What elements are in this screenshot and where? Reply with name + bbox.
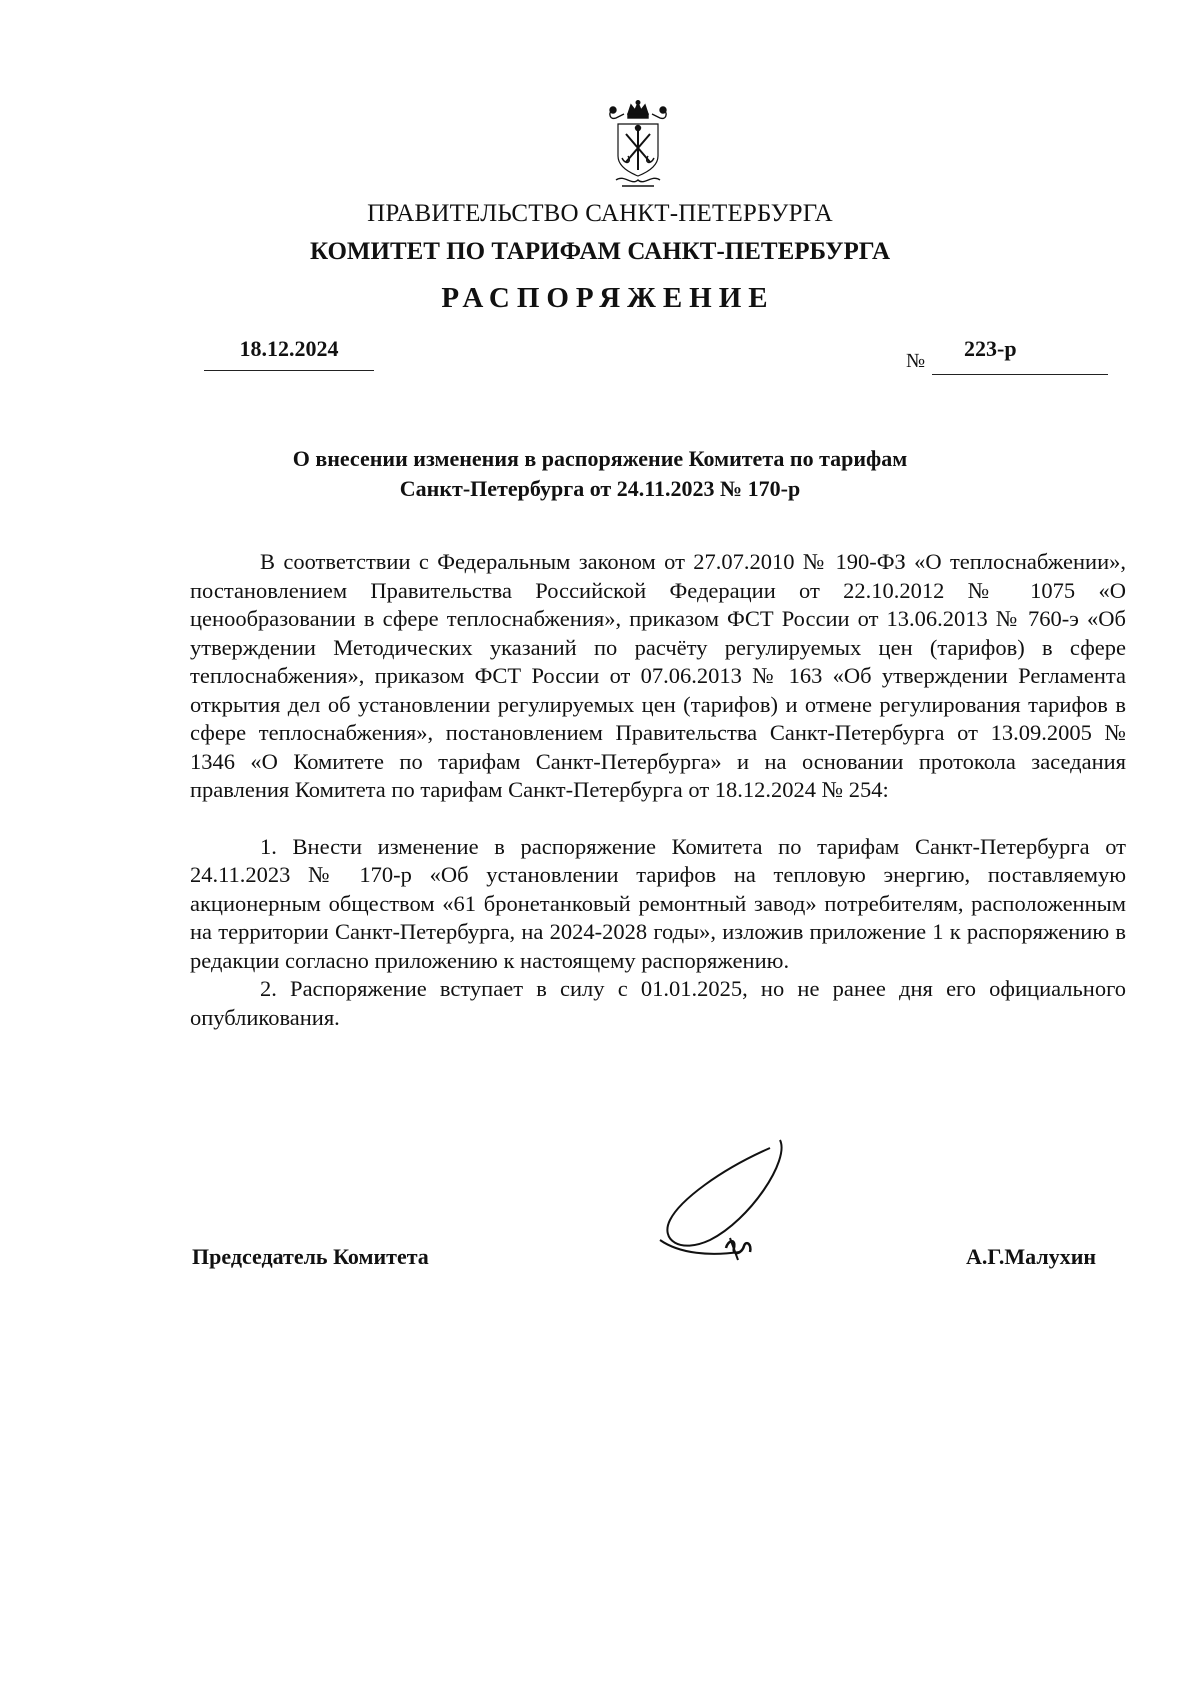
handwritten-signature — [640, 1120, 800, 1280]
committee-name: КОМИТЕТ ПО ТАРИФАМ САНКТ-ПЕТЕРБУРГА — [309, 238, 891, 265]
signatory-position: Председатель Комитета — [192, 1244, 429, 1269]
order-item-1: 1. Внести изменение в распоряжение Комитета по тарифам Санкт-Петербурга от 24.11.2023 № 170-р «Об установлении тарифов на тепловую энергию, поставляемую акционерным обществом «61 бронетанковый ремонтный завод» потребителям, расположенным на территории Санкт-Петербурга, на 2024-2028 годы», изложив приложение 1 к распоряжению в редакции согласно приложению к настоящему распоряжению. — [190, 833, 1126, 973]
number-underline — [932, 374, 1108, 375]
document-body — [190, 548, 1126, 1032]
document-date: 18.12.2024 — [239, 336, 339, 361]
document-date-field — [204, 336, 374, 362]
title-line-2: Санкт-Петербурга от 24.11.2023 № 170-р — [399, 476, 801, 501]
document-type: РАСПОРЯЖЕНИЕ — [441, 282, 775, 314]
coat-of-arms-icon — [604, 100, 672, 190]
government-name: ПРАВИТЕЛЬСТВО САНКТ-ПЕТЕРБУРГА — [367, 200, 833, 227]
document-title — [180, 444, 1020, 504]
preamble-paragraph: В соответствии с Федеральным законом от 27.07.2010 № 190-ФЗ «О теплоснабжении», постановлением Правительства Российской Федерации от 22.10.2012 № 1075 «О ценообразовании в сфере теплоснабжения», приказом ФСТ России от 13.06.2013 № 760-э «Об утверждении Методических указаний по расчёту регулируемых цен (тарифов) в сфере теплоснабжения», приказом ФСТ России от 07.06.2013 № 163 «Об утверждении Регламента открытия дел об установлении регулируемых цен (тарифов) и отмене регулирования тарифов в сфере теплоснабжения», постановлением Правительства Санкт-Петербурга от 13.09.2005 № 1346 «О Комитете по тарифам Санкт-Петербурга» и на основании протокола заседания правления Комитета по тарифам Санкт-Петербурга от 18.12.2024 № 254: — [190, 549, 1126, 802]
date-underline — [204, 370, 374, 371]
document-number: 223-р — [964, 336, 1017, 361]
signatory-name: А.Г.Малухин — [966, 1244, 1097, 1269]
order-item-2: 2. Распоряжение вступает в силу с 01.01.2025, но не ранее дня его официального опубликования. — [190, 976, 1126, 1030]
title-line-1: О внесении изменения в распоряжение Комитета по тарифам — [292, 446, 908, 471]
number-sign: № — [906, 350, 926, 372]
